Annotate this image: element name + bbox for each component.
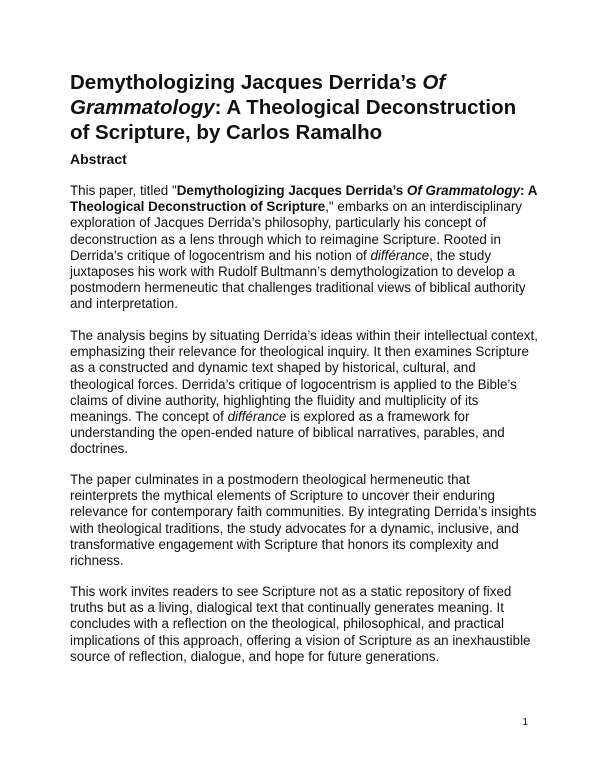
- p1-mid: ," embarks on an interdisciplinary exploration of Jacques Derrida’s philosophy, particularly his concept of deconstruction as a lens through which to reimagine Scripture. Rooted in Derrida’s critique of logocentrism and his notion of: [70, 199, 522, 263]
- p1-italic-term: différance: [370, 247, 430, 263]
- abstract-paragraph-1: [70, 183, 540, 313]
- p2-pre: The analysis begins by situating Derrida’s ideas within their intellectual context, emphasizing their relevance for theological inquiry. It then examines Scripture as a constructed and dynamic text shaped by historical, cultural, and theological forces. Derrida’s critique of logocentrism is applied to the Bible’s claims of divine authority, highlighting the fluidity and multiplicity of its meanings. The concept of: [70, 328, 538, 425]
- p1-bold-italic-title: Of Grammatology: [406, 183, 521, 198]
- p1-bold-title-1: Demythologizing Jacques Derrida’s: [176, 183, 407, 198]
- title-text-part1: Demythologizing Jacques Derrida’s: [70, 71, 423, 94]
- p1-pre: This paper, titled ": [70, 183, 177, 198]
- p1-post: , the study juxtaposes his work with Rudolf Bultmann’s demythologization to develop a postmodern hermeneutic that challenges traditional views of biblical authority and interpretation.: [70, 247, 526, 312]
- p2-post: is explored as a framework for understanding the open-ended nature of biblical narratives, parables, and doctrines.: [70, 409, 505, 457]
- abstract-heading: Abstract: [70, 151, 127, 167]
- abstract-paragraph-2: [70, 328, 540, 458]
- title-book-name: Of Grammatology: [70, 71, 446, 119]
- p2-italic-term: différance: [227, 409, 287, 425]
- page-number: 1: [522, 717, 528, 728]
- paper-title: [70, 70, 540, 145]
- title-text-part2: : A Theological Deconstruction of Scripture, by Carlos Ramalho: [70, 96, 517, 144]
- abstract-paragraph-3: The paper culminates in a postmodern theological hermeneutic that reinterprets the mythical elements of Scripture to uncover their enduring relevance for contemporary faith communities. By integrating Derrida’s insights with theological traditions, the study advocates for a dynamic, inclusive, and transformative engagement with Scripture that honors its complexity and richness.: [70, 472, 537, 569]
- p1-bold-title-2: : A Theological Deconstruction of Scripture: [70, 183, 537, 215]
- abstract-paragraph-4: This work invites readers to see Scripture not as a static repository of fixed truths but as a living, dialogical text that continually generates meaning. It concludes with a reflection on the theological, philosophical, and practical implications of this approach, offering a vision of Scripture as an inexhaustible source of reflection, dialogue, and hope for future generations.: [70, 584, 531, 664]
